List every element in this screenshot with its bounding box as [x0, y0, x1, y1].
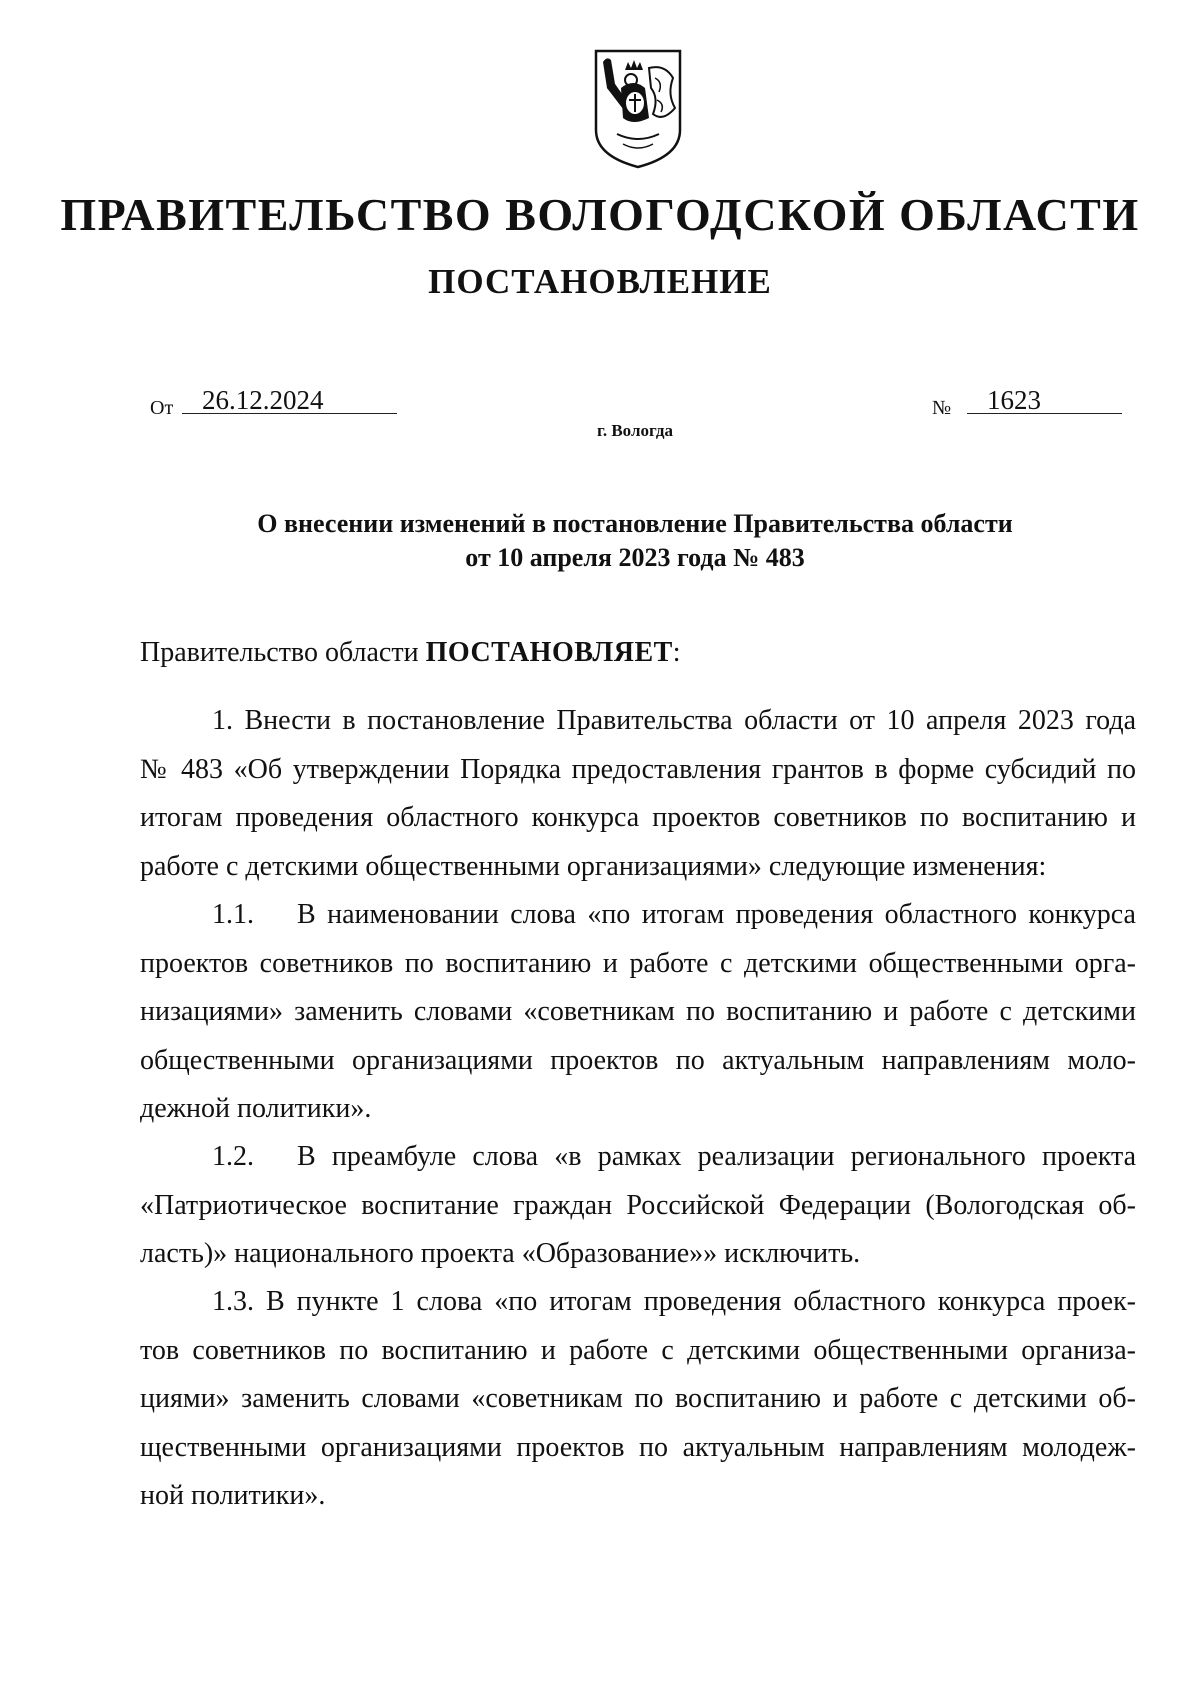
paragraph-line: 1.3. В пункте 1 слова «по итогам проведения областного конкурса проек-	[212, 1286, 1136, 1317]
paragraph-1	[140, 697, 1136, 891]
paragraph-line: ной политики».	[140, 1480, 326, 1511]
paragraph-line-text: В преамбуле слова «в рамках реализации регионального проекта	[297, 1141, 1136, 1172]
paragraph-line: щественными организациями проектов по актуальным направлениям молодеж-	[140, 1431, 1136, 1463]
paragraph-line: 1. Внести в постановление Правительства области от 10 апреля 2023 года	[212, 705, 1136, 736]
paragraph-line: № 483 «Об утверждении Порядка предоставления грантов в форме субсидий по	[140, 753, 1136, 785]
preamble-emphasis: ПОСТАНОВЛЯЕТ	[425, 637, 673, 668]
paragraph-line: низациями» заменить словами «советникам по воспитанию и работе с детскими	[140, 996, 1136, 1027]
paragraph-line: проектов советников по воспитанию и работе с детскими общественными орга-	[140, 947, 1136, 979]
paragraph-line	[140, 1133, 1136, 1182]
paragraph-line: ласть)» национального проекта «Образование»» исключить.	[140, 1238, 861, 1269]
paragraph-line: циями» заменить словами «советникам по воспитанию и работе с детскими об-	[140, 1383, 1136, 1414]
paragraph-line: общественными организациями проектов по актуальным направлениям моло-	[140, 1044, 1136, 1076]
document-type: ПОСТАНОВЛЕНИЕ	[428, 262, 772, 301]
number-prefix: №	[932, 397, 952, 419]
preamble-text: Правительство области	[140, 637, 426, 668]
paragraph-1-2	[140, 1133, 1136, 1279]
paragraph-line: тов советников по воспитанию и работе с детскими общественными организа-	[140, 1334, 1136, 1366]
item-number: 1.1.	[212, 899, 254, 930]
paragraph-line: дежной политики».	[140, 1093, 372, 1124]
date-prefix: От	[150, 397, 174, 419]
paragraph-1-3	[140, 1278, 1136, 1521]
subject-line: от 10 апреля 2023 года № 483	[465, 543, 805, 572]
paragraph-line: работе с детскими общественными организациями» следующие изменения:	[140, 850, 1047, 882]
document-subject	[130, 507, 1140, 575]
paragraph-line: итогам проведения областного конкурса проектов советников по воспитанию и	[140, 802, 1136, 833]
paragraph-line-text: В наименовании слова «по итогам проведения областного конкурса	[297, 899, 1136, 930]
paragraph-line: «Патриотическое воспитание граждан Российской Федерации (Вологодская об-	[140, 1189, 1136, 1221]
date-value: 26.12.2024	[202, 385, 324, 415]
preamble-suffix: :	[672, 637, 681, 668]
city-name: г. Вологда	[597, 421, 673, 440]
vologda-coat-of-arms-icon	[593, 48, 683, 170]
preamble	[140, 637, 681, 669]
number-value: 1623	[987, 385, 1041, 415]
paragraph-line	[140, 891, 1136, 940]
item-number: 1.2.	[212, 1141, 254, 1172]
paragraph-1-1	[140, 891, 1136, 1134]
government-title: ПРАВИТЕЛЬСТВО ВОЛОГОДСКОЙ ОБЛАСТИ	[60, 189, 1140, 240]
subject-line: О внесении изменений в постановление Правительства области	[257, 509, 1013, 538]
